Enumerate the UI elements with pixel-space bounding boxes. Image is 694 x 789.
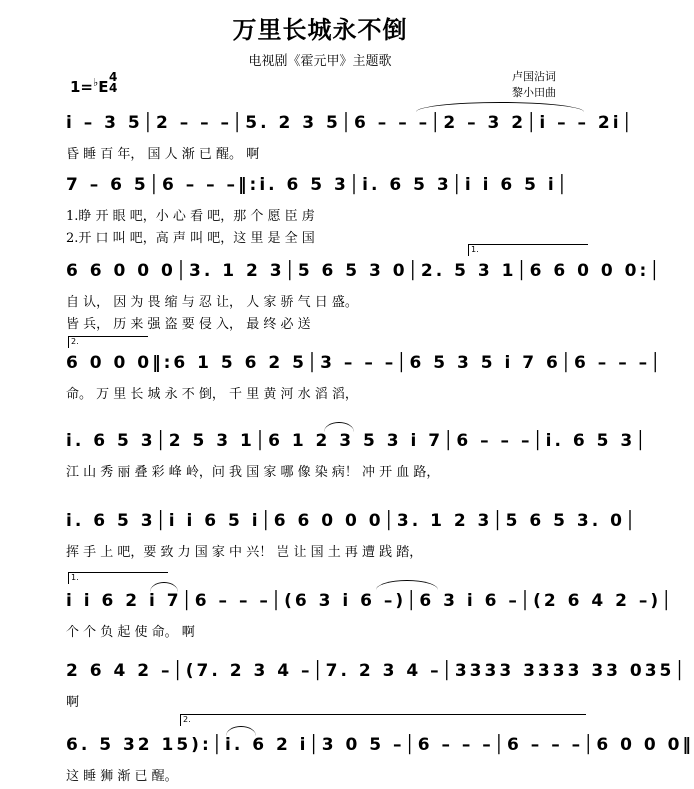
lyric-line-1: 啊 [66, 695, 80, 710]
lyric-line-1: 这 睡 狮 渐 已 醒。 [66, 769, 178, 784]
notation-line: 6 0 0 0‖:6 1 5 6 2 5│3 – – –│6 5 3 5 i 7 6│6 – – –│ [66, 353, 664, 373]
notation-line: 6 6 0 0 0│3. 1 2 3│5 6 5 3 0│2. 5 3 1│6 6 0 0 0:│ [66, 261, 663, 281]
notation-line: i i 6 2 i 7│6 – – –│(6 3 i 6 –)│6 3 i 6 –│(2 6 4 2 –)│ [66, 591, 675, 611]
notation-line: i. 6 5 3│i i 6 5 i│6 6 0 0 0│3. 1 2 3│5 6 5 3. 0│ [66, 511, 639, 531]
key-signature [70, 76, 108, 96]
time-signature-bottom: 4 [109, 81, 118, 95]
notation-line: i. 6 5 3│2 5 3 1│6 1 2 3 5 3 i 7│6 – – –│i. 6 5 3│ [66, 431, 649, 451]
notation-line: 6. 5 32 15):│i. 6 2 i│3 0 5 –│6 – – –│6 – – –│6 0 0 0‖ [66, 735, 694, 755]
time-signature [109, 72, 117, 94]
composer-credit: 黎小田曲 [512, 86, 556, 99]
lyric-line-1: 昏 睡 百 年， 国 人 渐 已 醒。 啊 [66, 147, 260, 162]
song-subtitle: 电视剧《霍元甲》主题歌 [248, 54, 392, 69]
time-signature-top: 4 [109, 70, 118, 84]
lyric-line-1: 江 山 秀 丽 叠 彩 峰 岭，问 我 国 家 哪 像 染 病！ 冲 开 血 路， [66, 465, 440, 480]
lyric-line-1: 个 个 负 起 使 命。 啊 [66, 625, 195, 640]
song-title: 万里长城永不倒 [232, 15, 408, 44]
volta-ending-1: 1. [468, 244, 588, 256]
lyricist-credit: 卢国沾词 [512, 70, 556, 83]
key-prefix: 1= [70, 78, 94, 96]
lyric-line-2: 皆 兵， 历 来 强 盗 要 侵 入， 最 终 必 送 [66, 317, 311, 332]
lyric-line-2: 2.开 口 叫 吧，高 声 叫 吧，这 里 是 全 国 [66, 231, 315, 246]
key-note: E [98, 78, 109, 96]
volta-ending-3: 1. [68, 572, 168, 584]
lyric-line-1: 1.睁 开 眼 吧，小 心 看 吧，那 个 愿 臣 虏 [66, 209, 315, 224]
notation-line: 2 6 4 2 –│(7. 2 3 4 –│7. 2 3 4 –│3333 3333 33 035│ [66, 661, 688, 681]
lyric-line-1: 命。 万 里 长 城 永 不 倒， 千 里 黄 河 水 滔 滔， [66, 387, 358, 402]
volta-ending-2: 2. [68, 336, 148, 348]
volta-ending-4: 2. [180, 714, 586, 726]
notation-line: 7 – 6 5│6 – – –‖:i. 6 5 3│i. 6 5 3│i i 6 5 i│ [66, 175, 570, 195]
lyric-line-1: 挥 手 上 吧，要 致 力 国 家 中 兴！ 岂 让 国 土 再 遭 践 踏， [66, 545, 423, 560]
notation-line: i – 3 5│2 – – –│5. 2 3 5│6 – – –│2 – 3 2│i – – 2i│ [66, 113, 635, 133]
flat-sign: ♭ [93, 76, 99, 89]
lyric-line-1: 自 认， 因 为 畏 缩 与 忍 让， 人 家 骄 气 日 盛。 [66, 295, 358, 310]
